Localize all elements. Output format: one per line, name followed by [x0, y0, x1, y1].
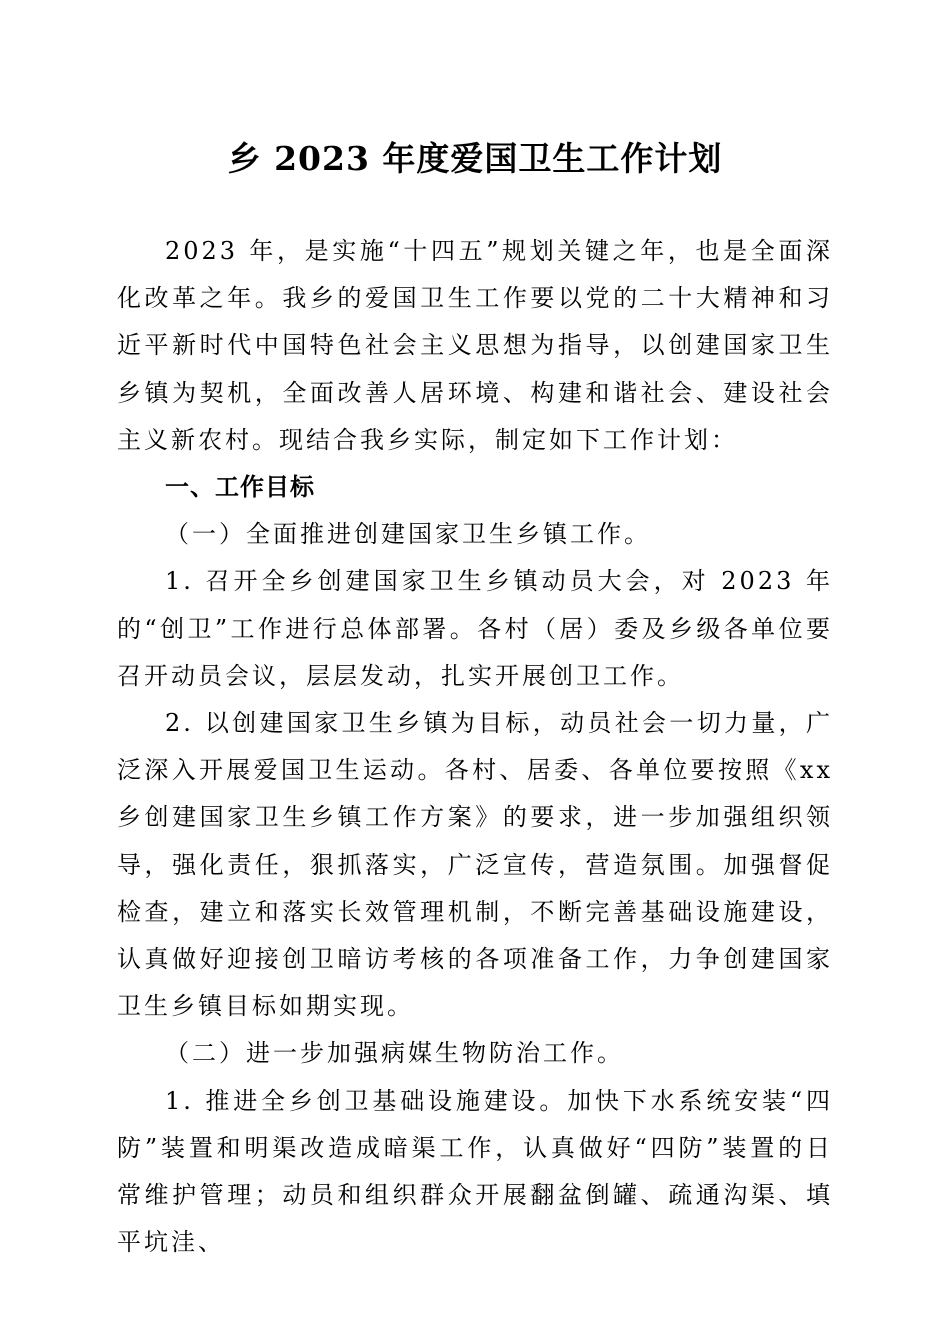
document-body [117, 228, 833, 1266]
subsection-heading-1: （一）全面推进创建国家卫生乡镇工作。 [165, 520, 651, 549]
list-item-paragraph: 1. 推进全乡创卫基础设施建设。加快下水系统安装“四防”装置和明渠改造成暗渠工作，认真做好“四防”装置的日常维护管理；动员和组织群众开展翻盆倒罐、疏通沟渠、填平坑洼、 [117, 1086, 833, 1257]
document-title: 乡 2023 年度爱国卫生工作计划 [227, 139, 723, 178]
section-heading-goals: 一、工作目标 [165, 473, 315, 502]
list-item-paragraph: 1. 召开全乡创建国家卫生乡镇动员大会，对 2023 年的“创卫”工作进行总体部署。各村（居）委及乡级各单位要召开动员会议，层层发动，扎实开展创卫工作。 [117, 567, 833, 690]
intro-paragraph: 2023 年，是实施“十四五”规划关键之年，也是全面深化改革之年。我乡的爱国卫生工作要以党的二十大精神和习近平新时代中国特色社会主义思想为指导，以创建国家卫生乡镇为契机，全面改善人居环境、构建和谐社会、建设社会主义新农村。现结合我乡实际，制定如下工作计划： [117, 237, 833, 454]
subsection-heading-2: （二）进一步加强病媒生物防治工作。 [165, 1039, 624, 1068]
list-item-paragraph: 2. 以创建国家卫生乡镇为目标，动员社会一切力量，广泛深入开展爱国卫生运动。各村、居委、各单位要按照《xx 乡创建国家卫生乡镇工作方案》的要求，进一步加强组织领导，强化责任，狠抓落实，广泛宣传，营造氛围。加强督促检查，建立和落实长效管理机制，不断完善基础设施建设，认真做好迎接创卫暗访考核的各项准备工作，力争创建国家卫生乡镇目标如期实现。 [117, 709, 833, 1021]
